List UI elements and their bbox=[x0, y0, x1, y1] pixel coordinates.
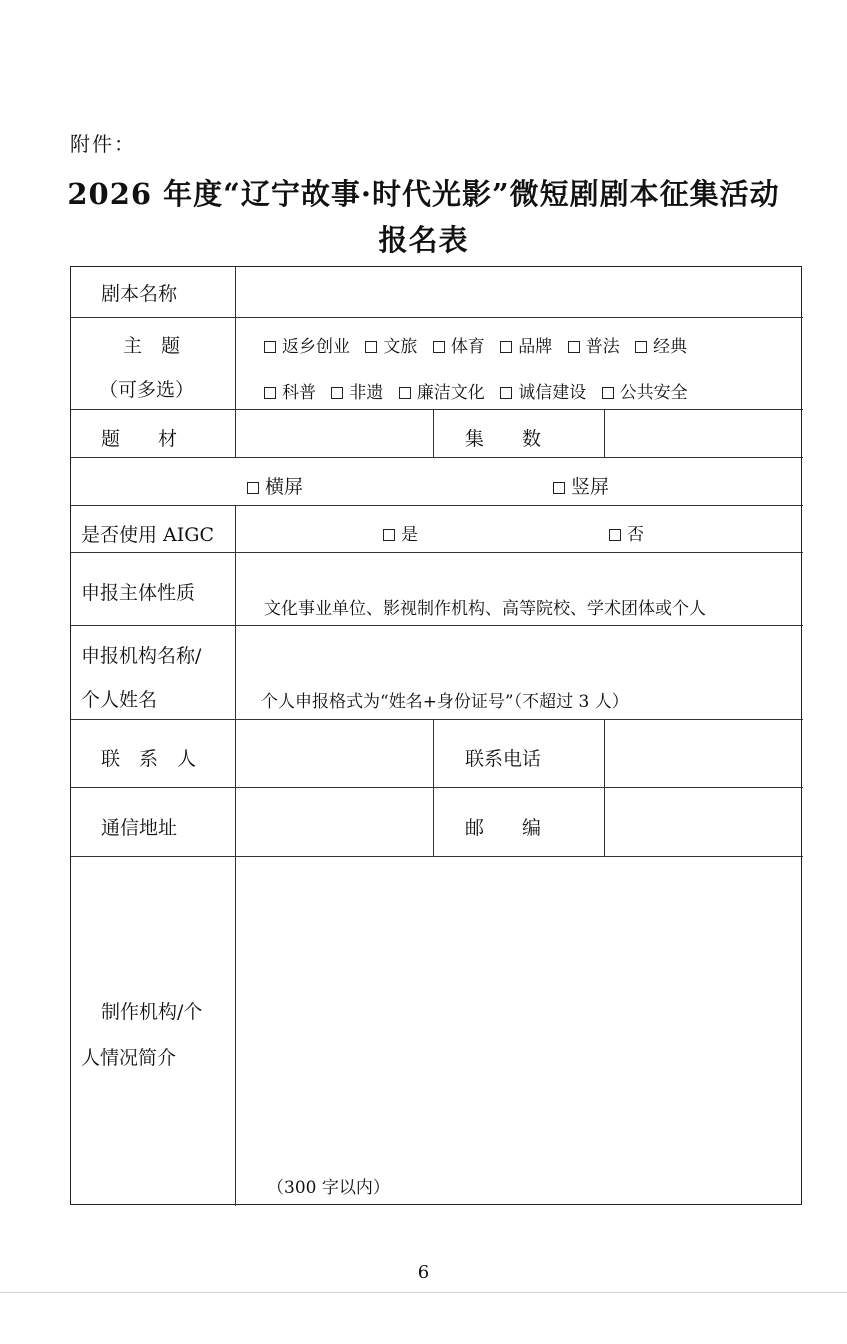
theme-options-row2 bbox=[264, 385, 698, 402]
address-label: 通信地址 bbox=[101, 817, 178, 839]
page-bottom-line bbox=[0, 1292, 847, 1293]
contact-input[interactable] bbox=[241, 737, 427, 777]
theme-option[interactable]: 品牌 bbox=[500, 337, 552, 357]
col-divider bbox=[604, 719, 605, 856]
theme-option[interactable]: 文旅 bbox=[365, 337, 417, 357]
applicant-type-hint: 文化事业单位、影视制作机构、高等院校、学术团体或个人 bbox=[264, 599, 706, 619]
postcode-label: 邮 编 bbox=[465, 817, 542, 839]
theme-sublabel: （可多选） bbox=[99, 379, 195, 401]
contact-label: 联 系 人 bbox=[101, 748, 197, 770]
row-divider bbox=[71, 317, 803, 318]
checkbox[interactable] bbox=[553, 482, 565, 494]
theme-label: 主 题 bbox=[123, 335, 181, 357]
checkbox[interactable] bbox=[602, 387, 614, 399]
checkbox[interactable] bbox=[399, 387, 411, 399]
intro-textarea[interactable] bbox=[241, 863, 797, 1163]
applicant-type-label: 申报主体性质 bbox=[81, 582, 196, 604]
row-divider bbox=[71, 457, 803, 458]
checkbox[interactable] bbox=[500, 387, 512, 399]
col-divider bbox=[235, 267, 236, 457]
col-divider bbox=[433, 409, 434, 457]
theme-option[interactable]: 体育 bbox=[433, 337, 485, 357]
applicant-name-hint: 个人申报格式为“姓名+身份证号”（不超过 3 人） bbox=[261, 692, 629, 712]
col-divider bbox=[433, 719, 434, 856]
applicant-name-label-2: 个人姓名 bbox=[81, 689, 158, 711]
checkbox[interactable] bbox=[383, 529, 395, 541]
page-number: 6 bbox=[417, 1262, 430, 1283]
intro-label: 制作机构/个 bbox=[101, 1001, 203, 1023]
col-divider bbox=[604, 409, 605, 457]
row-divider bbox=[71, 552, 803, 553]
checkbox[interactable] bbox=[500, 341, 512, 353]
theme-option[interactable]: 经典 bbox=[635, 337, 687, 357]
form-subtitle: 报名表 bbox=[378, 223, 469, 257]
phone-label: 联系电话 bbox=[465, 748, 542, 770]
row-divider bbox=[71, 505, 803, 506]
episodes-input[interactable] bbox=[611, 415, 797, 451]
script-name-label: 剧本名称 bbox=[101, 283, 178, 305]
aigc-option-no[interactable]: 否 bbox=[609, 527, 644, 544]
theme-option[interactable]: 科普 bbox=[264, 383, 316, 403]
checkbox[interactable] bbox=[609, 529, 621, 541]
checkbox[interactable] bbox=[264, 341, 276, 353]
genre-input[interactable] bbox=[241, 415, 427, 451]
aigc-label: 是否使用 AIGC bbox=[81, 524, 214, 546]
col-divider bbox=[235, 505, 236, 1206]
checkbox[interactable] bbox=[331, 387, 343, 399]
checkbox[interactable] bbox=[433, 341, 445, 353]
theme-option[interactable]: 诚信建设 bbox=[500, 383, 586, 403]
checkbox[interactable] bbox=[365, 341, 377, 353]
row-divider bbox=[71, 787, 803, 788]
row-divider bbox=[71, 856, 803, 857]
theme-option[interactable]: 普法 bbox=[568, 337, 620, 357]
theme-option[interactable]: 返乡创业 bbox=[264, 337, 350, 357]
row-divider bbox=[71, 625, 803, 626]
orientation-option-portrait[interactable]: 竖屏 bbox=[553, 478, 609, 497]
phone-input[interactable] bbox=[611, 737, 797, 777]
orientation-option-landscape[interactable]: 横屏 bbox=[247, 478, 303, 497]
script-name-input[interactable] bbox=[241, 275, 797, 311]
form-title: 2026 年度“辽宁故事·时代光影”微短剧剧本征集活动 bbox=[67, 177, 780, 211]
attachment-label: 附件： bbox=[70, 132, 136, 156]
theme-options-row1 bbox=[264, 339, 697, 356]
address-input[interactable] bbox=[241, 805, 427, 845]
checkbox[interactable] bbox=[568, 341, 580, 353]
checkbox[interactable] bbox=[264, 387, 276, 399]
row-divider bbox=[71, 409, 803, 410]
theme-option[interactable]: 公共安全 bbox=[602, 383, 688, 403]
checkbox[interactable] bbox=[635, 341, 647, 353]
applicant-name-label: 申报机构名称/ bbox=[81, 645, 202, 667]
episodes-label: 集 数 bbox=[465, 428, 542, 450]
checkbox[interactable] bbox=[247, 482, 259, 494]
registration-form bbox=[70, 266, 802, 1205]
aigc-option-yes[interactable]: 是 bbox=[383, 527, 418, 544]
row-divider bbox=[71, 719, 803, 720]
intro-hint: （300 字以内） bbox=[267, 1178, 390, 1198]
theme-option[interactable]: 廉洁文化 bbox=[399, 383, 485, 403]
postcode-input[interactable] bbox=[611, 805, 797, 845]
theme-option[interactable]: 非遗 bbox=[331, 383, 383, 403]
genre-label: 题 材 bbox=[101, 428, 178, 450]
intro-label-2: 人情况简介 bbox=[81, 1047, 177, 1069]
